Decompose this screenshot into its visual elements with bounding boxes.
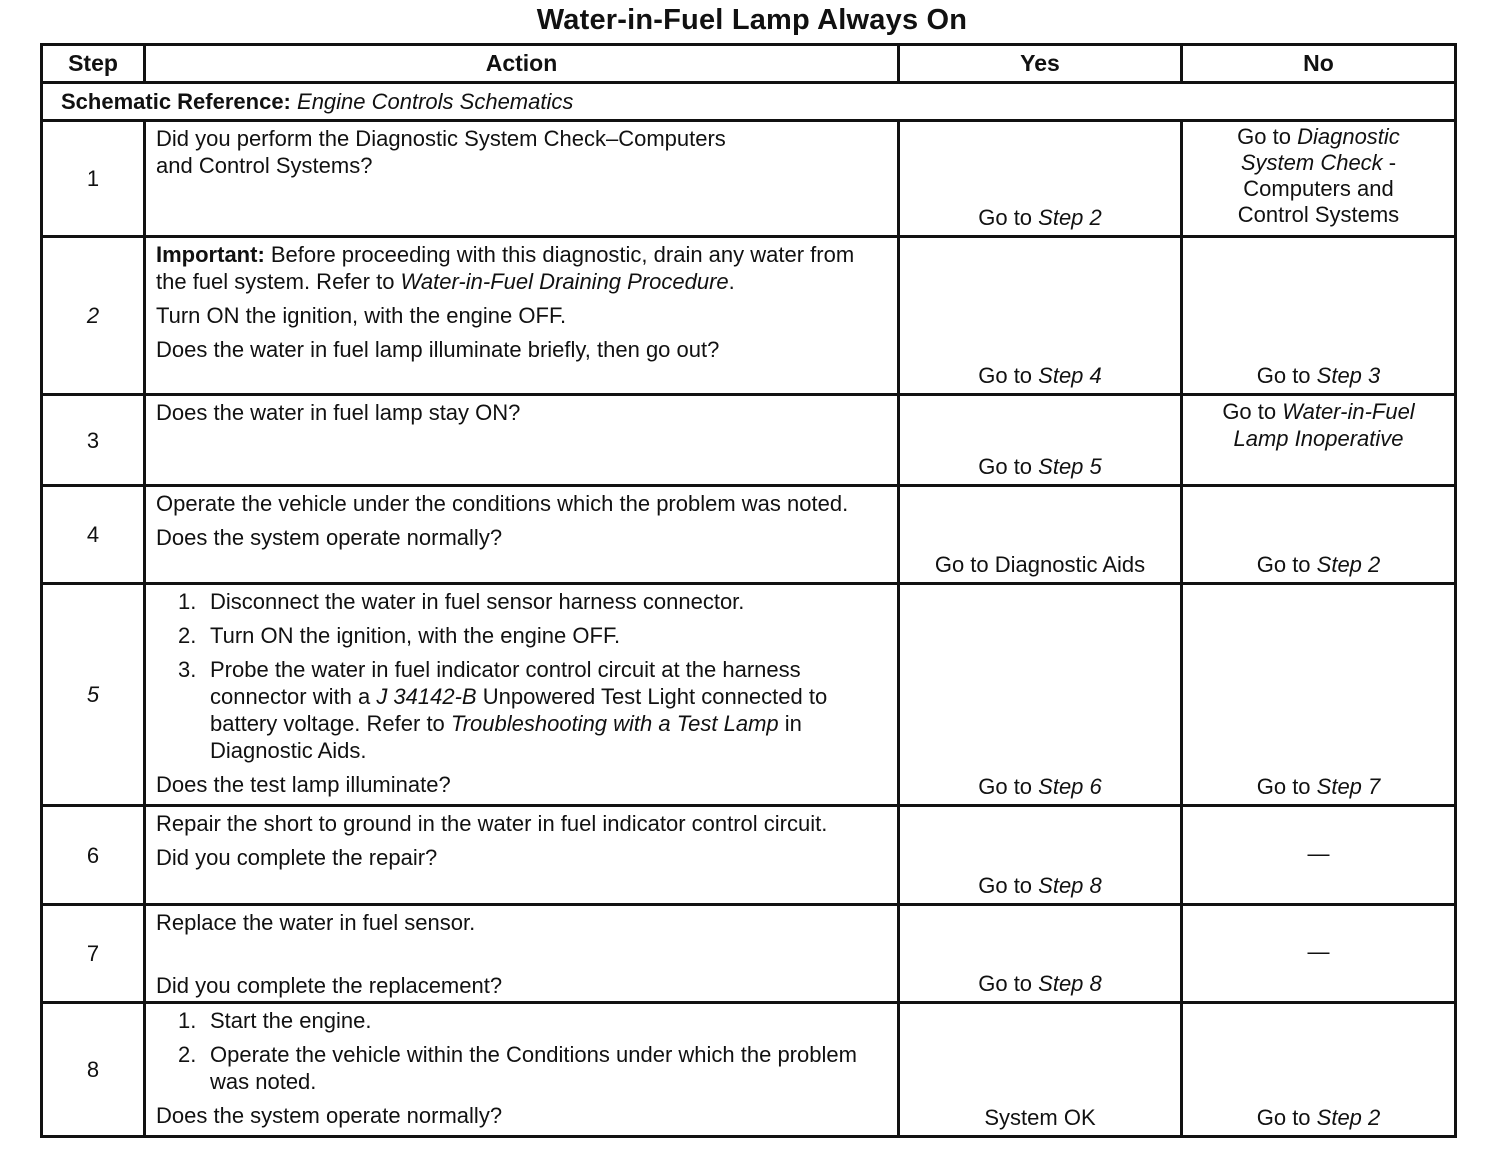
- action-text: Replace the water in fuel sensor.: [156, 910, 476, 935]
- step-link: Step 3: [1316, 363, 1381, 388]
- yes-cell: Go to Step 6: [899, 584, 1182, 806]
- action-question: Does the test lamp illuminate?: [156, 772, 451, 797]
- schematic-reference: [42, 83, 1456, 121]
- step-number: 4: [42, 486, 145, 584]
- dash: —: [1307, 939, 1330, 964]
- action-text: Repair the short to ground in the water in fuel indicator control circuit.: [156, 811, 828, 836]
- list-item: 3. Probe the water in fuel indicator control circuit at the harness connector with a J 34142-B Unpowered Test Light connected to battery voltage. Refer to Troubleshooting with a Test Lamp in Diagnostic Aids.: [178, 657, 828, 763]
- header-row: [42, 45, 1456, 83]
- action-text: and Control Systems?: [156, 153, 373, 178]
- tool-number: J 34142-B: [376, 684, 477, 709]
- step-link: Step 5: [1038, 454, 1102, 479]
- no-cell: Go to Step 3: [1182, 237, 1456, 395]
- step-link: Step 6: [1038, 774, 1102, 799]
- action-cell: [145, 121, 899, 237]
- procedure-link: Water-in-Fuel Draining Procedure: [400, 269, 729, 294]
- step-number: 2: [42, 237, 145, 395]
- step-link: Lamp Inoperative: [1233, 426, 1404, 451]
- list-item: 2. Turn ON the ignition, with the engine OFF.: [178, 623, 621, 648]
- step-link: Step 2: [1038, 205, 1102, 230]
- header-step: Step: [42, 45, 145, 83]
- no-cell: Go to Step 2: [1182, 1003, 1456, 1137]
- action-cell: [145, 237, 899, 395]
- no-cell: Go to Diagnostic System Check - Computers and Control Systems: [1182, 121, 1456, 237]
- yes-cell: Go to Step 8: [899, 806, 1182, 905]
- action-text: Operate the vehicle under the conditions which the problem was noted.: [156, 491, 849, 516]
- step-link: Water-in-Fuel: [1282, 399, 1415, 424]
- step-number: 5: [42, 584, 145, 806]
- system-ok: System OK: [984, 1105, 1096, 1130]
- action-question: Does the system operate normally?: [156, 525, 503, 550]
- yes-cell: [899, 1003, 1182, 1137]
- yes-cell: [899, 486, 1182, 584]
- table-row: [42, 395, 1456, 486]
- table-row: [42, 806, 1456, 905]
- no-cell: Go to Water-in-Fuel Lamp Inoperative: [1182, 395, 1456, 486]
- action-question: Did you complete the repair?: [156, 845, 438, 870]
- step-link: Diagnostic: [1297, 124, 1400, 149]
- schematic-row: [42, 83, 1456, 121]
- step-link: Step 2: [1316, 1105, 1381, 1130]
- step-link: Step 2: [1316, 552, 1381, 577]
- no-cell: [1182, 905, 1456, 1003]
- step-number: 8: [42, 1003, 145, 1137]
- table-row: [42, 237, 1456, 395]
- action-question: Does the water in fuel lamp stay ON?: [156, 400, 521, 425]
- header-yes: Yes: [899, 45, 1182, 83]
- schematic-label: Schematic Reference:: [61, 89, 291, 114]
- no-cell: Go to Step 2: [1182, 486, 1456, 584]
- action-cell: [145, 905, 899, 1003]
- step-link: Step 8: [1038, 971, 1102, 996]
- step-number: 6: [42, 806, 145, 905]
- step-number: 7: [42, 905, 145, 1003]
- dash: —: [1307, 840, 1330, 866]
- table-row: [42, 584, 1456, 806]
- header-action: Action: [145, 45, 899, 83]
- action-cell: [145, 486, 899, 584]
- action-question: Does the system operate normally?: [156, 1103, 503, 1128]
- no-cell: [1182, 806, 1456, 905]
- action-cell: [145, 584, 899, 806]
- yes-cell: Go to Step 8: [899, 905, 1182, 1003]
- action-question: Does the water in fuel lamp illuminate briefly, then go out?: [156, 337, 720, 362]
- procedure-link: Troubleshooting with a Test Lamp: [450, 711, 779, 736]
- list-item: 1. Disconnect the water in fuel sensor harness connector.: [178, 589, 745, 614]
- diagnostic-table: [40, 43, 1457, 1138]
- table-row: [42, 486, 1456, 584]
- no-cell: Go to Step 7: [1182, 584, 1456, 806]
- action-text: Turn ON the ignition, with the engine OFF.: [156, 303, 567, 328]
- list-item: 1. Start the engine.: [178, 1008, 372, 1033]
- step-number: 3: [42, 395, 145, 486]
- table-row: [42, 121, 1456, 237]
- step-link: Step 4: [1038, 363, 1102, 388]
- yes-cell: Go to Step 2: [899, 121, 1182, 237]
- step-number: 1: [42, 121, 145, 237]
- diagnostic-aids-link: Go to Diagnostic Aids: [934, 552, 1146, 577]
- table-row: [42, 905, 1456, 1003]
- list-item: 2. Operate the vehicle within the Conditions under which the problem was noted.: [178, 1042, 857, 1094]
- action-question: Did you complete the replacement?: [156, 973, 503, 998]
- schematic-link: Engine Controls Schematics: [297, 89, 574, 114]
- step-link: Step 8: [1038, 873, 1102, 898]
- action-cell: [145, 395, 899, 486]
- action-text: Did you perform the Diagnostic System Check–Computers: [156, 126, 726, 151]
- important-note: Important: Before proceeding with this diagnostic, drain any water from the fuel system. Refer to Water-in-Fuel Draining Procedure.: [156, 242, 855, 294]
- page-title: Water-in-Fuel Lamp Always On: [536, 4, 968, 36]
- step-link: Step 7: [1316, 774, 1381, 799]
- table-row: [42, 1003, 1456, 1137]
- step-link: System Check: [1240, 150, 1383, 175]
- yes-cell: Go to Step 5: [899, 395, 1182, 486]
- action-cell: [145, 806, 899, 905]
- yes-cell: Go to Step 4: [899, 237, 1182, 395]
- action-cell: [145, 1003, 899, 1137]
- header-no: No: [1182, 45, 1456, 83]
